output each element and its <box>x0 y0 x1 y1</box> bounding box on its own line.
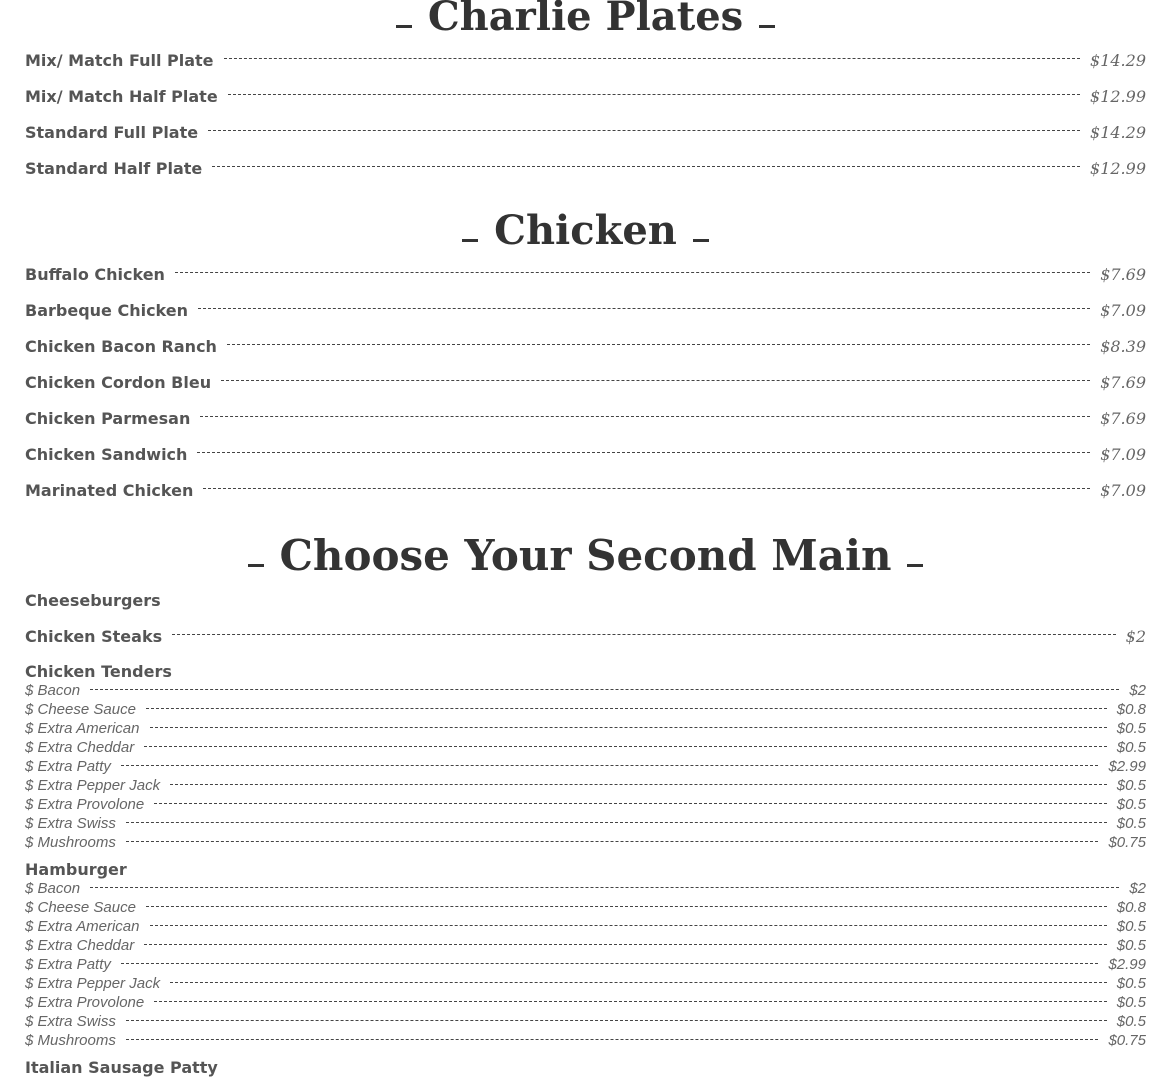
addon-price: $0.5 <box>1116 975 1146 992</box>
addon-price: $0.5 <box>1116 720 1146 737</box>
title-dash-left <box>396 25 412 28</box>
addon-row <box>25 814 1146 833</box>
dotted-leader <box>126 1020 1107 1021</box>
dotted-leader <box>203 488 1090 489</box>
addon-row <box>25 917 1146 936</box>
item-price: $2 <box>1125 626 1146 646</box>
dotted-leader <box>150 727 1107 728</box>
dotted-leader <box>197 452 1090 453</box>
addon-price: $2.99 <box>1108 956 1146 973</box>
addon-name: $ Bacon <box>25 682 81 699</box>
addon-price: $0.5 <box>1116 796 1146 813</box>
addon-row <box>25 776 1146 795</box>
group-heading: Hamburger <box>25 860 127 879</box>
dotted-leader <box>212 166 1080 167</box>
menu-item <box>25 42 1146 78</box>
dotted-leader <box>121 765 1099 766</box>
addon-price: $0.5 <box>1116 1013 1146 1030</box>
section-title-second-main <box>25 528 1146 582</box>
item-name: Marinated Chicken <box>25 480 194 500</box>
addon-name: $ Extra Provolone <box>25 796 145 813</box>
addon-price: $0.5 <box>1116 815 1146 832</box>
menu-item <box>25 114 1146 150</box>
item-price: $12.99 <box>1090 86 1146 106</box>
menu-item <box>25 328 1146 364</box>
addon-row <box>25 795 1146 814</box>
addon-price: $2.99 <box>1108 758 1146 775</box>
title-dash-right <box>693 239 709 242</box>
addon-row <box>25 1012 1146 1031</box>
item-price: $7.09 <box>1100 300 1146 320</box>
section-title-text: Choose Your Second Main <box>279 530 892 580</box>
item-name: Standard Half Plate <box>25 158 203 178</box>
addon-row <box>25 936 1146 955</box>
addon-name: $ Extra Pepper Jack <box>25 777 161 794</box>
addon-row <box>25 974 1146 993</box>
menu-item <box>25 150 1146 186</box>
item-name: Chicken Steaks <box>25 626 163 646</box>
addon-row <box>25 757 1146 776</box>
item-price: $8.39 <box>1100 336 1146 356</box>
section-title-text: Charlie Plates <box>427 0 744 40</box>
section-title-charlie-plates <box>25 0 1146 42</box>
dotted-leader <box>90 689 1119 690</box>
addon-name: $ Extra American <box>25 918 140 935</box>
addon-name: $ Extra Patty <box>25 758 111 775</box>
menu-item <box>25 472 1146 508</box>
dotted-leader <box>175 272 1090 273</box>
dotted-leader <box>144 944 1107 945</box>
addon-row <box>25 700 1146 719</box>
addon-price: $0.5 <box>1116 777 1146 794</box>
dotted-leader <box>200 416 1090 417</box>
item-price: $14.29 <box>1090 50 1146 70</box>
addon-row <box>25 738 1146 757</box>
addon-name: $ Bacon <box>25 880 81 897</box>
addon-name: $ Mushrooms <box>25 834 116 851</box>
addon-name: $ Extra Patty <box>25 956 111 973</box>
dotted-leader <box>146 906 1107 907</box>
dotted-leader <box>172 634 1116 635</box>
menu-item <box>25 618 1146 654</box>
addon-name: $ Cheese Sauce <box>25 899 136 916</box>
addon-name: $ Extra American <box>25 720 140 737</box>
item-name: Mix/ Match Half Plate <box>25 86 218 106</box>
item-price: $12.99 <box>1090 158 1146 178</box>
dotted-leader <box>170 784 1107 785</box>
addon-price: $2 <box>1129 682 1146 699</box>
addon-price: $0.5 <box>1116 918 1146 935</box>
addon-price: $0.8 <box>1116 899 1146 916</box>
addon-name: $ Extra Provolone <box>25 994 145 1011</box>
dotted-leader <box>198 308 1090 309</box>
dotted-leader <box>126 841 1099 842</box>
item-price: $7.69 <box>1100 264 1146 284</box>
item-price: $7.69 <box>1100 408 1146 428</box>
addon-price: $2 <box>1129 880 1146 897</box>
addon-row <box>25 898 1146 917</box>
dotted-leader <box>227 344 1090 345</box>
item-price: $7.09 <box>1100 480 1146 500</box>
dotted-leader <box>224 58 1080 59</box>
menu-item <box>25 364 1146 400</box>
menu-item <box>25 436 1146 472</box>
title-dash-left <box>248 564 264 567</box>
addon-price: $0.75 <box>1108 1032 1146 1049</box>
item-name: Barbeque Chicken <box>25 300 189 320</box>
item-name: Chicken Parmesan <box>25 408 191 428</box>
addon-name: $ Mushrooms <box>25 1032 116 1049</box>
addon-row <box>25 719 1146 738</box>
dotted-leader <box>90 887 1119 888</box>
title-dash-left <box>462 239 478 242</box>
dotted-leader <box>170 982 1107 983</box>
menu-item <box>25 256 1146 292</box>
addon-name: $ Extra Cheddar <box>25 739 135 756</box>
addon-row <box>25 955 1146 974</box>
item-price: $7.09 <box>1100 444 1146 464</box>
group-heading: Chicken Tenders <box>25 662 172 681</box>
addon-name: $ Extra Swiss <box>25 1013 116 1030</box>
section-title-text: Chicken <box>494 206 677 254</box>
dotted-leader <box>121 963 1099 964</box>
addon-row <box>25 879 1146 898</box>
dotted-leader <box>150 925 1107 926</box>
section-title-chicken <box>25 204 1146 256</box>
item-name: Mix/ Match Full Plate <box>25 50 214 70</box>
menu <box>25 0 1146 1077</box>
addon-price: $0.75 <box>1108 834 1146 851</box>
dotted-leader <box>228 94 1080 95</box>
dotted-leader <box>126 822 1107 823</box>
menu-item <box>25 582 1146 618</box>
addon-price: $0.8 <box>1116 701 1146 718</box>
addon-name: $ Cheese Sauce <box>25 701 136 718</box>
item-price: $14.29 <box>1090 122 1146 142</box>
addon-row <box>25 1031 1146 1050</box>
item-name: Cheeseburgers <box>25 590 161 610</box>
addon-price: $0.5 <box>1116 739 1146 756</box>
addon-name: $ Extra Cheddar <box>25 937 135 954</box>
menu-item <box>25 400 1146 436</box>
dotted-leader <box>126 1039 1099 1040</box>
item-price: $7.69 <box>1100 372 1146 392</box>
addon-row <box>25 833 1146 852</box>
item-name: Chicken Cordon Bleu <box>25 372 212 392</box>
addon-price: $0.5 <box>1116 937 1146 954</box>
item-name: Standard Full Plate <box>25 122 199 142</box>
addon-row <box>25 681 1146 700</box>
dotted-leader <box>144 746 1107 747</box>
item-name: Chicken Sandwich <box>25 444 188 464</box>
dotted-leader <box>221 380 1090 381</box>
dotted-leader <box>154 1001 1107 1002</box>
group-heading: Italian Sausage Patty <box>25 1058 218 1077</box>
title-dash-right <box>759 25 775 28</box>
menu-item <box>25 292 1146 328</box>
dotted-leader <box>146 708 1107 709</box>
dotted-leader <box>208 130 1080 131</box>
title-dash-right <box>907 564 923 567</box>
dotted-leader <box>154 803 1107 804</box>
menu-item <box>25 78 1146 114</box>
addon-name: $ Extra Pepper Jack <box>25 975 161 992</box>
item-name: Buffalo Chicken <box>25 264 165 284</box>
addon-name: $ Extra Swiss <box>25 815 116 832</box>
addon-price: $0.5 <box>1116 994 1146 1011</box>
addon-row <box>25 993 1146 1012</box>
item-name: Chicken Bacon Ranch <box>25 336 217 356</box>
